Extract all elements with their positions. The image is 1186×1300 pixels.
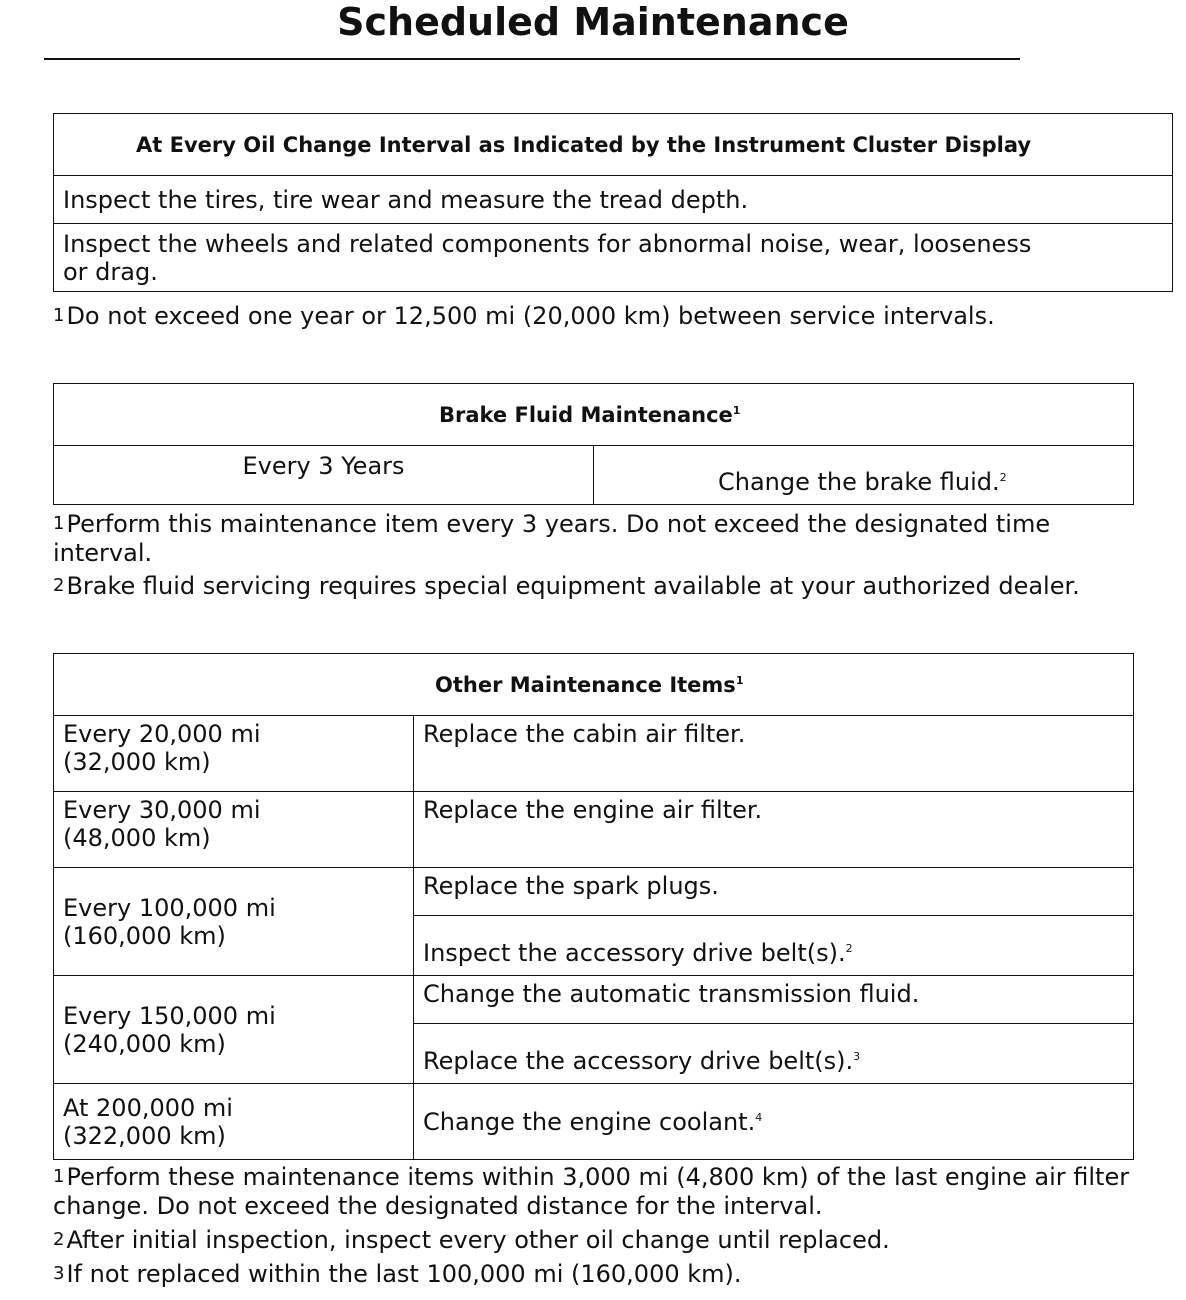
footnote-marker: 1 [53, 305, 65, 326]
oil-change-row: Inspect the tires, tire wear and measure the tread depth. [54, 176, 1173, 224]
task-text: Replace the accessory drive belt(s). [423, 1047, 854, 1075]
footnote-text: If not replaced within the last 100,000 mi (160,000 km). [66, 1260, 742, 1288]
page-title: Scheduled Maintenance [337, 0, 849, 44]
footnote [53, 1226, 1153, 1255]
footnote-marker: 3 [53, 1263, 65, 1284]
task-text: Replace the engine air filter. [423, 796, 763, 824]
interval-cell: Every 30,000 mi (48,000 km) [54, 792, 414, 868]
oil-change-table [53, 113, 1173, 292]
task-text: Change the engine coolant. [423, 1107, 756, 1136]
brake-fluid-task: Change the brake fluid. [718, 468, 1000, 496]
footnote [53, 572, 1153, 601]
footnote-marker: 2 [53, 1229, 65, 1250]
oil-change-row-text: Inspect the wheels and related components for abnormal noise, wear, looseness or drag. [63, 230, 1032, 286]
task-text: Replace the spark plugs. [423, 872, 719, 900]
interval-cell: Every 150,000 mi (240,000 km) [54, 976, 414, 1084]
footnote-text: Do not exceed one year or 12,500 mi (20,000 km) between service intervals. [66, 302, 995, 330]
interval-cell: Every 20,000 mi (32,000 km) [54, 716, 414, 792]
task-cell [414, 916, 1134, 976]
oil-change-table-header: At Every Oil Change Interval as Indicated by the Instrument Cluster Display [54, 114, 1173, 176]
other-maintenance-table-header [54, 654, 1134, 716]
footnote-marker: 2 [53, 575, 65, 596]
task-cell [414, 868, 1134, 916]
task-cell [414, 792, 1134, 868]
interval-cell: Every 100,000 mi (160,000 km) [54, 868, 414, 976]
brake-fluid-header-text: Brake Fluid Maintenance [439, 402, 733, 427]
task-cell [414, 1084, 1134, 1160]
footnote [53, 1163, 1153, 1221]
footnote-ref: 2 [999, 471, 1007, 484]
footnote [53, 510, 1153, 568]
footnote-text: Perform these maintenance items within 3,000 mi (4,800 km) of the last engine air filter change. Do not exceed the designated distance for the interval. [53, 1163, 1130, 1220]
footnote-ref: 3 [853, 1050, 861, 1063]
footnote-ref: 2 [845, 942, 853, 955]
task-cell [414, 716, 1134, 792]
footnote [53, 1260, 1153, 1289]
brake-fluid-interval: Every 3 Years [54, 446, 594, 505]
brake-fluid-table-header [54, 384, 1134, 446]
footnote [53, 302, 1153, 331]
footnote-marker: 1 [53, 513, 65, 534]
oil-change-row [54, 224, 1173, 292]
footnote-ref: 1 [735, 673, 744, 687]
task-cell [414, 1024, 1134, 1084]
other-maintenance-table [53, 653, 1134, 1160]
task-text: Replace the cabin air filter. [423, 720, 746, 748]
brake-fluid-task-cell [594, 446, 1134, 505]
task-text: Change the automatic transmission fluid. [423, 980, 920, 1008]
other-maintenance-header-text: Other Maintenance Items [435, 672, 736, 697]
title-divider [44, 58, 1020, 60]
footnote-text: Perform this maintenance item every 3 years. Do not exceed the designated time interval. [53, 510, 1051, 567]
footnote-marker: 1 [53, 1166, 65, 1187]
task-text: Inspect the accessory drive belt(s). [423, 939, 846, 967]
footnote-ref: 4 [755, 1110, 763, 1124]
footnote-text: Brake fluid servicing requires special equipment available at your authorized dealer. [66, 572, 1080, 600]
brake-fluid-table [53, 383, 1134, 505]
footnote-ref: 1 [732, 403, 741, 417]
task-cell [414, 976, 1134, 1024]
interval-cell: At 200,000 mi (322,000 km) [54, 1084, 414, 1160]
footnote-text: After initial inspection, inspect every other oil change until replaced. [66, 1226, 890, 1254]
